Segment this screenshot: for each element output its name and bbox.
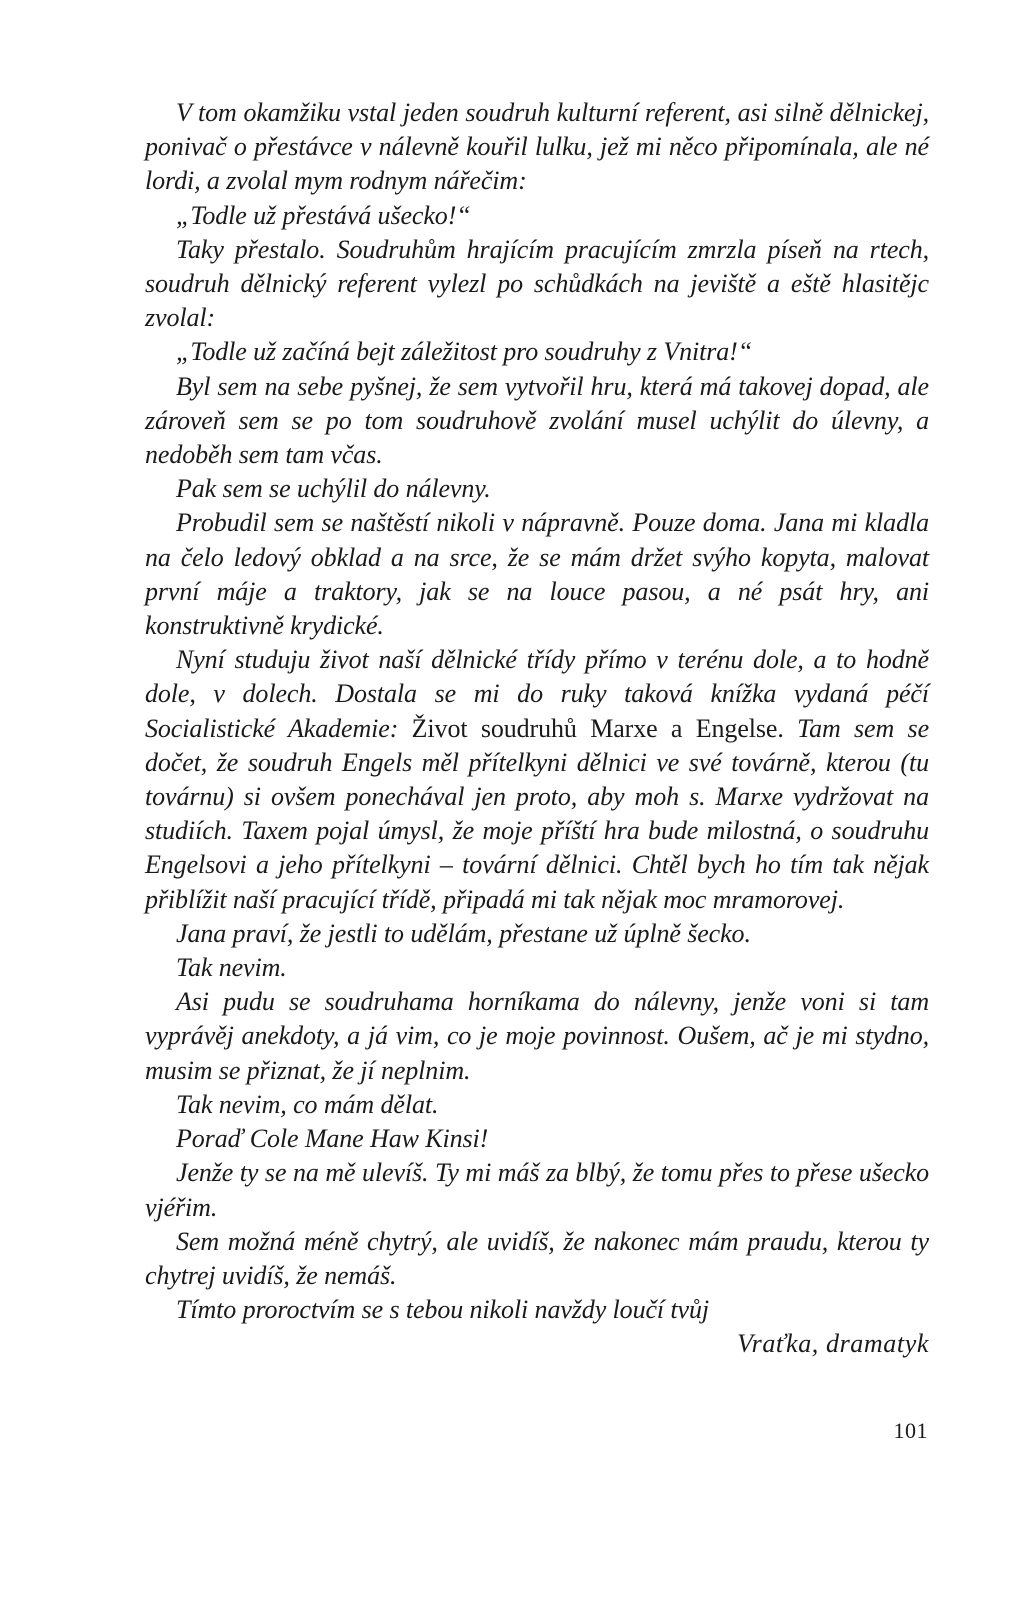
paragraph: Pak sem se uchýlil do nálevny.	[176, 474, 491, 504]
paragraph-book-reference	[145, 643, 929, 917]
page-body	[145, 96, 929, 1362]
closing-line: Tímto proroctvím se s tebou nikoli navždy loučí tvůj	[176, 1295, 710, 1325]
paragraph: Poraď Cole Mane Haw Kinsi!	[176, 1124, 489, 1154]
quote-paragraph: „Todle už začíná bejt záležitost pro soudruhy z Vnitra!“	[176, 337, 753, 367]
paragraph: Jana praví, že jestli to udělám, přestane už úplně šecko.	[176, 918, 751, 948]
paragraph-text: Tam sem se dočet, že soudruh Engels měl přítelkyni dělnici ve své továrně, kterou (tu továrnu) si ovšem ponechával jen proto, aby moh s. Marxe vydržovat na studiích. Taxem pojal úmysl, že moje příští hra bude milostná, o soudruhu Engelsovi a jeho přítelkyni – tovární dělnici. Chtěl bych ho tím tak nějak přiblížit naší pracující třídě, připadá mi tak nějak moc mramorovej.	[145, 713, 930, 914]
paragraph: V tom okamžiku vstal jeden soudruh kulturní referent, asi silně dělnickej, ponivač o přestávce v nálevně kouřil lulku, jež mi něco připomínala, ale né lordi, a zvolal mym rodnym nářečim:	[145, 98, 929, 196]
paragraph: Taky přestalo. Soudruhům hrajícím pracujícím zmrzla píseň na rtech, soudruh dělnický referent vylezl po schůdkách na jeviště a eště hlasitějc zvolal:	[145, 234, 929, 333]
signature: Vraťka, dramatyk	[737, 1329, 929, 1359]
paragraph: Tak nevim.	[176, 953, 287, 983]
paragraph: Tak nevim, co mám dělat.	[176, 1089, 439, 1119]
paragraph-text: Nyní studuju život naší dělnické třídy přímo v terénu dole, a to hodně dole, v dolech. Dostala se mi do ruky taková knížka vydaná péčí Socialistické Akademie:	[145, 645, 929, 743]
paragraph: Sem možná méně chytrý, ale uvidíš, že nakonec mám praudu, kterou ty chytrej uvidíš, že nemáš.	[145, 1226, 929, 1290]
paragraph: Jenže ty se na mě ulevíš. Ty mi máš za blbý, že tomu přes to přese ušecko vjéřim.	[145, 1158, 929, 1222]
paragraph: Probudil sem se naštěstí nikoli v nápravně. Pouze doma. Jana mi kladla na čelo ledový obklad a na srce, že se mám držet svýho kopyta, malovat první máje a traktory, jak se na louce pasou, a né psát hry, ani konstruktivně krydické.	[145, 508, 929, 641]
paragraph: Asi pudu se soudruhama horníkama do nálevny, jenže voni si tam vyprávěj anekdoty, a já vim, co je moje povinnost. Oušem, ač je mi stydno, musim se přiznat, že jí neplnim.	[145, 987, 929, 1085]
page-number: 101	[893, 1418, 928, 1443]
book-title: Život soudruhů Marxe a Engelse.	[411, 713, 784, 743]
quote-paragraph: „Todle už přestává ušecko!“	[176, 200, 471, 230]
paragraph: Byl sem na sebe pyšnej, že sem vytvořil hru, která má takovej dopad, ale zároveň sem se po tom soudruhově zvolání musel uchýlit do úlevny, a nedoběh sem tam včas.	[145, 371, 929, 470]
